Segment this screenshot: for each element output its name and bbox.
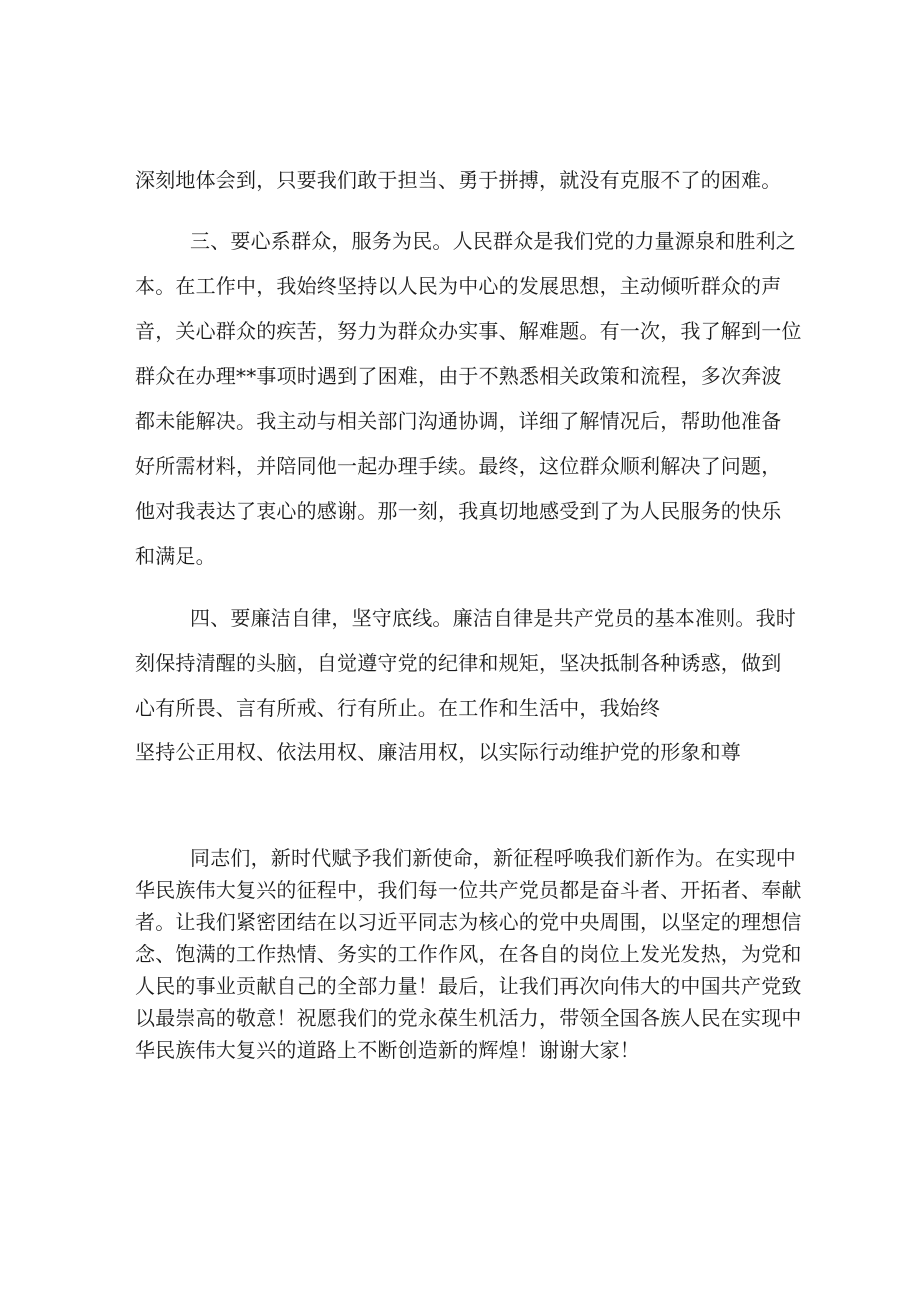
text-line: 人民的事业贡献自己的全部力量！最后，让我们再次向伟大的中国共产党致 — [135, 974, 802, 998]
text-line: 三、要心系群众，服务为民。人民群众是我们党的力量源泉和胜利之 — [190, 229, 796, 253]
text-line: 同志们，新时代赋予我们新使命，新征程呼唤我们新作为。在实现中 — [190, 846, 796, 870]
text-line: 坚持公正用权、依法用权、廉洁用权，以实际行动维护党的形象和尊 — [135, 740, 741, 764]
text-line: 群众在办理**事项时遇到了困难，由于不熟悉相关政策和流程，多次奔波 — [135, 364, 782, 388]
text-line: 和满足。 — [135, 544, 216, 568]
text-line: 深刻地体会到，只要我们敢于担当、勇于拼搏，就没有克服不了的困难。 — [135, 168, 782, 192]
text-line: 音，关心群众的疾苦，努力为群众办实事、解难题。有一次，我了解到一位 — [135, 319, 802, 343]
text-line: 刻保持清醒的头脑，自觉遵守党的纪律和规矩，坚决抵制各种诱惑，做到 — [135, 651, 782, 675]
text-line: 心有所畏、言有所戒、行有所止。在工作和生活中，我始终 — [135, 696, 661, 720]
text-line: 本。在工作中，我始终坚持以人民为中心的发展思想，主动倾听群众的声 — [135, 274, 782, 298]
text-line: 念、饱满的工作热情、务实的工作作风，在各自的岗位上发光发热，为党和 — [135, 942, 802, 966]
text-line: 四、要廉洁自律，坚守底线。廉洁自律是共产党员的基本准则。我时 — [190, 606, 796, 630]
text-line: 以最崇高的敬意！祝愿我们的党永葆生机活力，带领全国各族人民在实现中 — [135, 1006, 802, 1030]
text-line: 他对我表达了衷心的感谢。那一刻，我真切地感受到了为人民服务的快乐 — [135, 499, 782, 523]
text-line: 都未能解决。我主动与相关部门沟通协调，详细了解情况后，帮助他准备 — [135, 409, 782, 433]
text-line: 华民族伟大复兴的征程中，我们每一位共产党员都是奋斗者、开拓者、奉献 — [135, 878, 802, 902]
text-line: 华民族伟大复兴的道路上不断创造新的辉煌！谢谢大家！ — [135, 1038, 640, 1062]
text-line: 者。让我们紧密团结在以习近平同志为核心的党中央周围，以坚定的理想信 — [135, 910, 802, 934]
text-line: 好所需材料，并陪同他一起办理手续。最终，这位群众顺利解决了问题， — [135, 454, 782, 478]
